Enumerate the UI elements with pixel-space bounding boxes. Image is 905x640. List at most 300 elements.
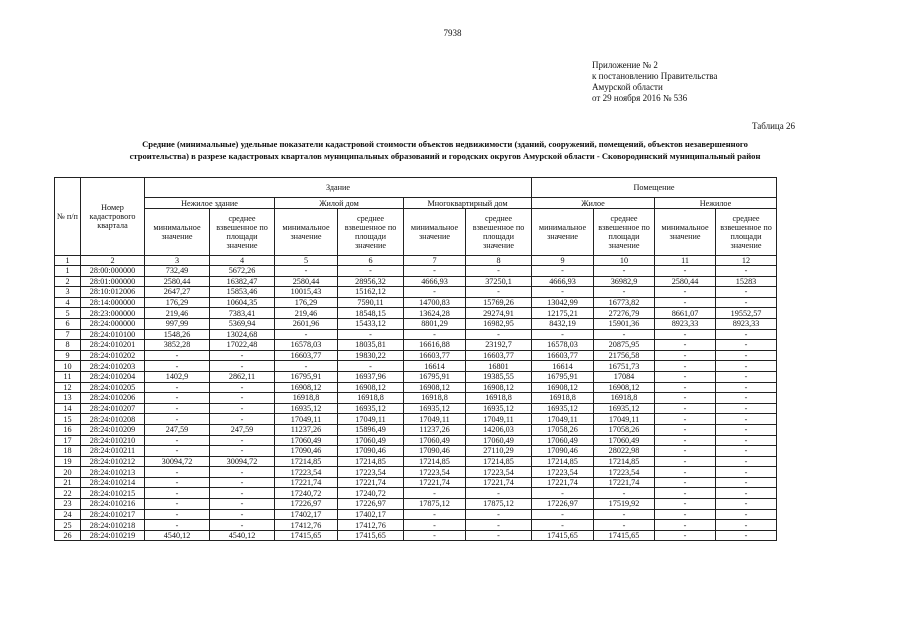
value-cell: 16382,47 [210,276,275,287]
value-cell: 16795,91 [275,371,338,382]
value-cell: 17240,72 [275,488,338,499]
header-building: Здание [145,178,532,198]
value-cell: - [716,382,777,393]
value-cell: - [338,361,404,372]
quarter-cell: 28:24:010208 [81,414,145,425]
quarter-cell: 28:23:000000 [81,308,145,319]
value-cell: 17090,46 [275,446,338,457]
value-cell: - [210,393,275,404]
table-row [55,414,777,425]
quarter-cell: 28:24:010204 [81,371,145,382]
value-cell: 10015,43 [275,287,338,298]
value-cell: - [210,520,275,531]
row-number-cell: 3 [55,287,81,298]
value-cell: 8661,07 [655,308,716,319]
value-cell: - [145,414,210,425]
value-cell: 17223,54 [275,467,338,478]
value-cell: 16603,77 [466,350,532,361]
value-cell: 16614 [532,361,594,372]
header-avg: среднее взвешенное по площади значение [466,209,532,256]
value-cell: 19830,22 [338,350,404,361]
value-cell: 17060,49 [466,435,532,446]
value-cell: 17221,74 [466,477,532,488]
value-cell: - [716,340,777,351]
value-cell: 23192,7 [466,340,532,351]
value-cell: 28956,32 [338,276,404,287]
value-cell: - [716,424,777,435]
title-line: строительства) в разрезе кадастровых кварталов муниципальных образований и городских округов Амурской области - Сковородинский муниципальный район [129,151,761,161]
value-cell: - [716,350,777,361]
value-cell: 15162,12 [338,287,404,298]
row-number-cell: 11 [55,371,81,382]
value-cell: 17240,72 [338,488,404,499]
row-number-cell: 8 [55,340,81,351]
table-row [55,477,777,488]
value-cell: 17221,74 [532,477,594,488]
value-cell: - [145,446,210,457]
value-cell: - [275,266,338,277]
value-cell: 2647,27 [145,287,210,298]
table-row [55,467,777,478]
value-cell: 14206,03 [466,424,532,435]
table-row [55,530,777,541]
table-row [55,520,777,531]
value-cell: - [145,361,210,372]
value-cell: - [716,266,777,277]
row-number-cell: 17 [55,435,81,446]
value-cell: 16578,03 [275,340,338,351]
table-row [55,393,777,404]
value-cell: - [716,530,777,541]
value-cell: - [655,435,716,446]
table-row [55,297,777,308]
value-cell: 17214,85 [275,456,338,467]
header-premises: Помещение [532,178,777,198]
value-cell: - [210,499,275,510]
value-cell: 17223,54 [532,467,594,478]
value-cell: 732,49 [145,266,210,277]
row-number-cell: 10 [55,361,81,372]
value-cell: 4666,93 [404,276,466,287]
table-row [55,446,777,457]
value-cell: 16751,73 [594,361,655,372]
value-cell: 16935,12 [532,403,594,414]
value-cell: 16908,12 [594,382,655,393]
header-nonres: Нежилое [655,198,777,209]
table-row [55,499,777,510]
value-cell: 16908,12 [404,382,466,393]
value-cell: 4540,12 [210,530,275,541]
value-cell: 17214,85 [404,456,466,467]
header-avg: среднее взвешенное по площади значение [338,209,404,256]
value-cell: - [594,287,655,298]
quarter-cell: 28:24:010217 [81,509,145,520]
quarter-cell: 28:24:010205 [81,382,145,393]
value-cell: - [655,382,716,393]
value-cell: 1548,26 [145,329,210,340]
value-cell: 16918,8 [466,393,532,404]
value-cell: 247,59 [145,424,210,435]
value-cell: 17090,46 [338,446,404,457]
value-cell: 17221,74 [404,477,466,488]
value-cell: - [716,435,777,446]
header-residential-house: Жилой дом [275,198,404,209]
value-cell: - [210,382,275,393]
value-cell: 17402,17 [338,509,404,520]
column-number: 9 [532,256,594,266]
page-number: 7938 [443,28,462,38]
value-cell: 15433,12 [338,318,404,329]
value-cell: - [338,266,404,277]
table-row [55,371,777,382]
column-number: 1 [55,256,81,266]
value-cell: 16616,88 [404,340,466,351]
value-cell: 2580,44 [275,276,338,287]
row-number-cell: 23 [55,499,81,510]
appendix-block [592,60,717,104]
value-cell: - [466,520,532,531]
row-number-cell: 20 [55,467,81,478]
value-cell: - [145,499,210,510]
value-cell: 15853,46 [210,287,275,298]
value-cell: - [716,456,777,467]
quarter-cell: 28:24:010216 [81,499,145,510]
value-cell: - [594,509,655,520]
appendix-line: от 29 ноября 2016 № 536 [592,93,688,103]
value-cell: 17415,65 [275,530,338,541]
value-cell: - [532,488,594,499]
value-cell: 7383,41 [210,308,275,319]
value-cell: - [655,361,716,372]
table-row [55,308,777,319]
value-cell: 17049,11 [338,414,404,425]
value-cell: 17214,85 [338,456,404,467]
value-cell: 29274,91 [466,308,532,319]
row-number-cell: 4 [55,297,81,308]
value-cell: 176,29 [145,297,210,308]
quarter-cell: 28:00:000000 [81,266,145,277]
value-cell: 37250,1 [466,276,532,287]
row-number-cell: 24 [55,509,81,520]
value-cell: 17223,54 [404,467,466,478]
value-cell: - [145,467,210,478]
value-cell: - [466,530,532,541]
value-cell: - [655,393,716,404]
value-cell: 17060,49 [594,435,655,446]
table-row [55,424,777,435]
value-cell: 219,46 [275,308,338,319]
value-cell: - [466,287,532,298]
value-cell: 8923,33 [716,318,777,329]
value-cell: - [532,266,594,277]
row-number-cell: 16 [55,424,81,435]
table-row [55,350,777,361]
value-cell: 8801,29 [404,318,466,329]
value-cell: 2862,11 [210,371,275,382]
value-cell: 4540,12 [145,530,210,541]
value-cell: 17221,74 [338,477,404,488]
value-cell: 11237,26 [404,424,466,435]
value-cell: - [210,446,275,457]
value-cell: 16935,12 [275,403,338,414]
header-avg: среднее взвешенное по площади значение [210,209,275,256]
value-cell: - [655,456,716,467]
value-cell: 997,99 [145,318,210,329]
value-cell: - [532,520,594,531]
table-row [55,403,777,414]
column-number: 6 [338,256,404,266]
value-cell: 3852,28 [145,340,210,351]
value-cell: 16795,91 [532,371,594,382]
value-cell: 16773,82 [594,297,655,308]
table-body [55,266,777,541]
value-cell: 17049,11 [532,414,594,425]
value-cell: 36982,9 [594,276,655,287]
value-cell: - [145,403,210,414]
value-cell: - [275,361,338,372]
value-cell: - [655,329,716,340]
value-cell: - [532,329,594,340]
quarter-cell: 28:24:010214 [81,477,145,488]
table-row [55,435,777,446]
column-number: 5 [275,256,338,266]
value-cell: 15896,49 [338,424,404,435]
value-cell: - [404,287,466,298]
value-cell: - [210,488,275,499]
value-cell: - [716,393,777,404]
value-cell: 16918,8 [275,393,338,404]
row-number-cell: 26 [55,530,81,541]
table-title [60,138,830,162]
header-min: минимальное значение [532,209,594,256]
value-cell: 17060,49 [338,435,404,446]
value-cell: 13624,28 [404,308,466,319]
column-number: 2 [81,256,145,266]
value-cell: 14700,83 [404,297,466,308]
row-number-cell: 2 [55,276,81,287]
value-cell: - [404,520,466,531]
quarter-cell: 28:24:010207 [81,403,145,414]
value-cell: 17060,49 [404,435,466,446]
value-cell: - [532,509,594,520]
value-cell: 16935,12 [338,403,404,414]
quarter-cell: 28:24:010212 [81,456,145,467]
value-cell: 17412,76 [275,520,338,531]
row-number-cell: 6 [55,318,81,329]
value-cell: - [145,520,210,531]
value-cell: 16918,8 [338,393,404,404]
column-number: 3 [145,256,210,266]
column-number: 7 [404,256,466,266]
value-cell: 18035,81 [338,340,404,351]
value-cell: - [716,467,777,478]
value-cell: - [716,414,777,425]
value-cell: - [466,329,532,340]
value-cell: - [655,509,716,520]
table-row [55,287,777,298]
quarter-cell: 28:24:010100 [81,329,145,340]
value-cell: 16614 [404,361,466,372]
value-cell: - [210,509,275,520]
value-cell: - [655,499,716,510]
value-cell: 17221,74 [594,477,655,488]
value-cell: 17519,92 [594,499,655,510]
column-number: 11 [655,256,716,266]
value-cell: - [594,266,655,277]
value-cell: 30094,72 [210,456,275,467]
value-cell: - [655,371,716,382]
value-cell: 17402,17 [275,509,338,520]
value-cell: 17022,48 [210,340,275,351]
value-cell: 17049,11 [404,414,466,425]
value-cell: 16801 [466,361,532,372]
value-cell: - [716,297,777,308]
value-cell: 16795,91 [404,371,466,382]
value-cell: 16935,12 [594,403,655,414]
appendix-line: к постановлению Правительства [592,71,718,81]
value-cell: 17223,54 [594,467,655,478]
column-number: 12 [716,256,777,266]
value-cell: 16935,12 [404,403,466,414]
table-row [55,456,777,467]
quarter-cell: 28:24:010211 [81,446,145,457]
value-cell: - [466,266,532,277]
value-cell: - [655,350,716,361]
quarter-cell: 28:24:010206 [81,393,145,404]
value-cell: 7590,11 [338,297,404,308]
quarter-cell: 28:24:010213 [81,467,145,478]
value-cell: 17415,65 [338,530,404,541]
value-cell: 16603,77 [404,350,466,361]
value-cell: 16908,12 [338,382,404,393]
value-cell: 219,46 [145,308,210,319]
value-cell: 16918,8 [594,393,655,404]
table-row [55,318,777,329]
value-cell: 12175,21 [532,308,594,319]
value-cell: - [145,477,210,488]
header-min: минимальное значение [404,209,466,256]
value-cell: - [716,520,777,531]
value-cell: - [716,477,777,488]
value-cell: 17415,65 [532,530,594,541]
header-apartment-house: Многоквартирный дом [404,198,532,209]
quarter-cell: 28:01:000000 [81,276,145,287]
row-number-cell: 13 [55,393,81,404]
value-cell: 27110,29 [466,446,532,457]
value-cell: - [145,488,210,499]
value-cell: 17226,97 [532,499,594,510]
value-cell: - [210,403,275,414]
value-cell: 19385,55 [466,371,532,382]
value-cell: - [594,488,655,499]
value-cell: 20875,95 [594,340,655,351]
value-cell: 28022,98 [594,446,655,457]
value-cell: 17875,12 [466,499,532,510]
row-number-cell: 5 [55,308,81,319]
table-row [55,488,777,499]
title-line: Средние (минимальные) удельные показатели кадастровой стоимости объектов недвижимости (зданий, сооружений, помещений, объектов незавершенного [142,139,748,149]
value-cell: 17090,46 [404,446,466,457]
value-cell: - [655,520,716,531]
value-cell: - [145,393,210,404]
value-cell: - [655,488,716,499]
row-number-cell: 1 [55,266,81,277]
table-row [55,340,777,351]
value-cell: - [466,488,532,499]
header-quarter: Номер кадастрового квартала [81,178,145,256]
value-cell: - [404,509,466,520]
value-cell: 17058,26 [594,424,655,435]
value-cell: 16578,03 [532,340,594,351]
value-cell: 17226,97 [338,499,404,510]
value-cell: 17049,11 [594,414,655,425]
quarter-cell: 28:24:010215 [81,488,145,499]
table-row [55,266,777,277]
value-cell: - [655,266,716,277]
value-cell: - [145,435,210,446]
value-cell: - [655,424,716,435]
quarter-cell: 28:24:010203 [81,361,145,372]
value-cell: - [716,287,777,298]
value-cell: 15769,26 [466,297,532,308]
value-cell: - [655,287,716,298]
value-cell: - [210,477,275,488]
table-row [55,382,777,393]
column-number: 4 [210,256,275,266]
value-cell: - [466,509,532,520]
value-cell: - [716,446,777,457]
value-cell: - [532,287,594,298]
table-number: Таблица 26 [752,121,795,131]
value-cell: - [655,530,716,541]
value-cell: 16603,77 [275,350,338,361]
value-cell: 16918,8 [404,393,466,404]
value-cell: - [210,414,275,425]
value-cell: 17223,54 [338,467,404,478]
value-cell: - [210,435,275,446]
row-number-cell: 21 [55,477,81,488]
value-cell: 17412,76 [338,520,404,531]
value-cell: 17223,54 [466,467,532,478]
value-cell: - [275,329,338,340]
value-cell: - [210,361,275,372]
value-cell: 16982,95 [466,318,532,329]
row-number-cell: 19 [55,456,81,467]
value-cell: - [404,329,466,340]
value-cell: 16603,77 [532,350,594,361]
header-avg: среднее взвешенное по площади значение [716,209,777,256]
quarter-cell: 28:24:010219 [81,530,145,541]
table-row [55,509,777,520]
value-cell: 30094,72 [145,456,210,467]
value-cell: 17049,11 [275,414,338,425]
value-cell: - [716,329,777,340]
table-row [55,276,777,287]
value-cell: 16937,96 [338,371,404,382]
value-cell: 16935,12 [466,403,532,414]
quarter-cell: 28:14:000000 [81,297,145,308]
value-cell: 18548,15 [338,308,404,319]
appendix-line: Приложение № 2 [592,60,658,70]
value-cell: 13024,68 [210,329,275,340]
value-cell: 17226,97 [275,499,338,510]
value-cell: 8923,33 [655,318,716,329]
value-cell: - [716,361,777,372]
column-number: 10 [594,256,655,266]
value-cell: 17214,85 [532,456,594,467]
value-cell: 11237,26 [275,424,338,435]
quarter-cell: 28:10:012006 [81,287,145,298]
